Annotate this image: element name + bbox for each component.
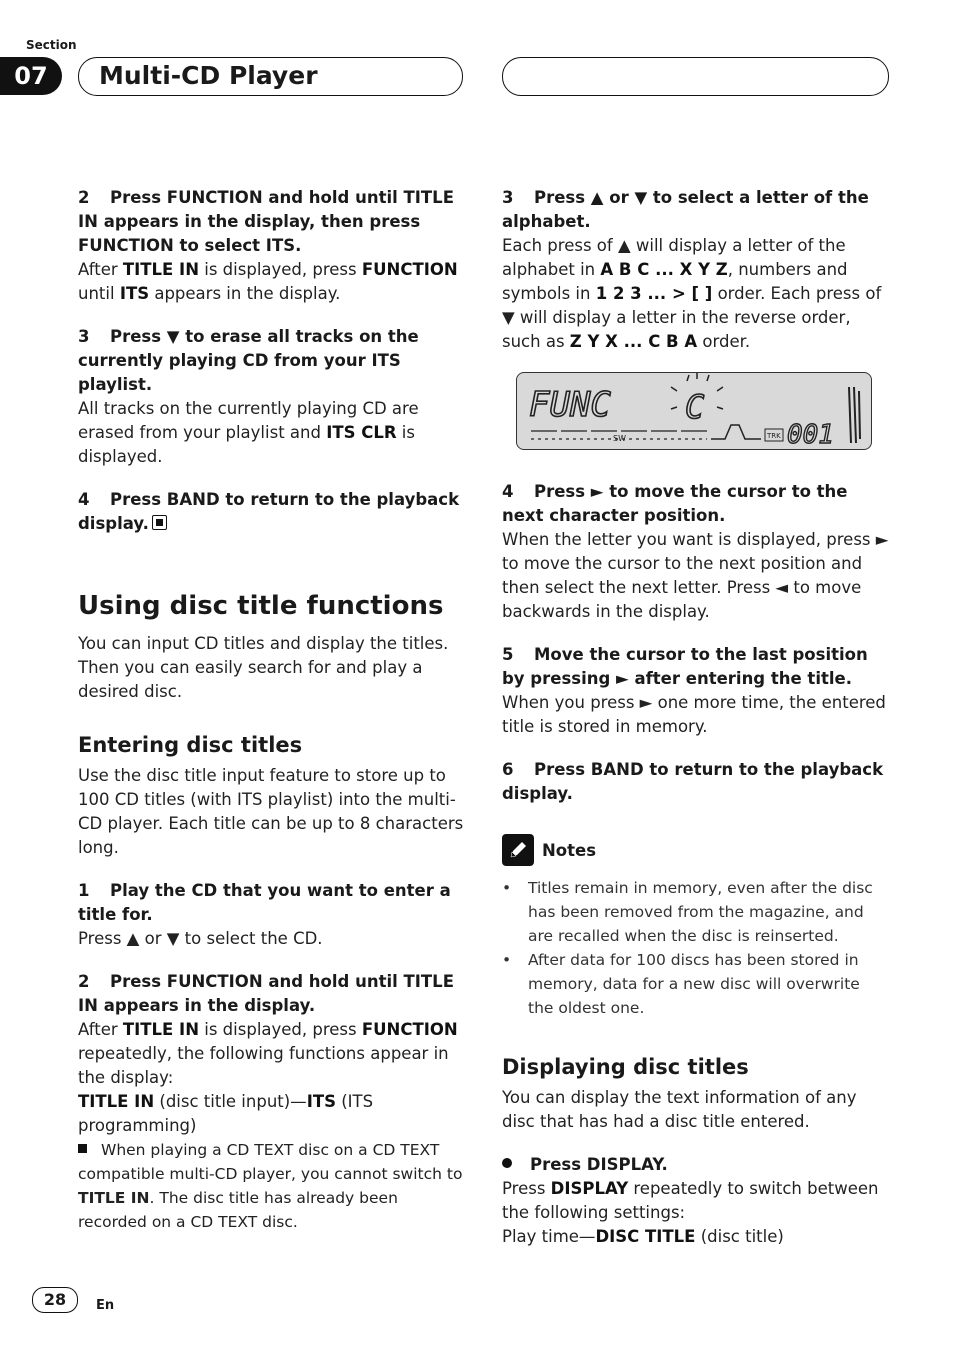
display-settings-text: Play time—DISC TITLE (disc title) (502, 1227, 784, 1246)
step-3-erase: 3 Press ▼ to erase all tracks on the currently playing CD from your ITS playlist. (78, 327, 419, 394)
step-5-text: When you press ► one more time, the entered title is stored in memory. (502, 693, 886, 736)
step-5-last-position: 5 Move the cursor to the last position by pressing ► after entering the title. (502, 645, 868, 688)
step-6-band: 6 Press BAND to return to the playback display. (502, 760, 884, 803)
press-display-step: Press DISPLAY. (502, 1153, 890, 1177)
lcd-wave-icon (711, 425, 761, 439)
pencil-note-icon (502, 834, 534, 866)
section-title: Multi-CD Player (99, 61, 318, 90)
heading-displaying-disc-titles: Displaying disc titles (502, 1055, 749, 1079)
step-4-move-cursor: 4 Press ► to move the cursor to the next character position. (502, 482, 848, 525)
lcd-main-text: FUNC (529, 385, 611, 425)
entering-step-2: 2 Press FUNCTION and hold until TITLE IN appears in the display. (78, 972, 454, 1015)
displaying-intro-text: You can display the text information of any disc that has had a disc title entered. (502, 1088, 857, 1131)
language-code: En (96, 1298, 115, 1313)
entering-step-1-text: Press ▲ or ▼ to select the CD. (78, 929, 323, 948)
round-bullet-icon (502, 1158, 512, 1168)
step-3-select-text: Each press of ▲ will display a letter of the alphabet in A B C ... X Y Z, numbers and symbols in 1 2 3 ... > [ ] order. Each press of ▼ will display a letter in the reverse order, such as Z Y X ... C B A order. (502, 236, 882, 351)
heading-entering-disc-titles: Entering disc titles (78, 733, 303, 757)
lcd-meter-bars (849, 387, 860, 443)
end-mark-icon (152, 515, 167, 530)
entering-step-2-text: After TITLE IN is displayed, press FUNCTION repeatedly, the following functions appear in the display: (78, 1020, 458, 1087)
step-2-functions: 2 Press FUNCTION and hold until TITLE IN appears in the display, then press FUNCTION to select ITS. (78, 188, 454, 255)
right-column (502, 186, 890, 1249)
notes-label: Notes (542, 840, 597, 860)
cd-text-note: When playing a CD TEXT disc on a CD TEXT compatible multi-CD player, you cannot switch to TITLE IN. The disc title has already been recorded on a CD TEXT disc. (78, 1141, 463, 1231)
using-intro-text: You can input CD titles and display the titles. Then you can easily search for and play a desired disc. (78, 634, 449, 701)
step-3-select-letter: 3 Press ▲ or ▼ to select a letter of the alphabet. (502, 188, 869, 231)
step-3-text: All tracks on the currently playing CD are erased from your playlist and ITS CLR is displayed. (78, 399, 419, 466)
entering-step-2-functions: TITLE IN (disc title input)—ITS (ITS programming) (78, 1092, 374, 1135)
note-item: • Titles remain in memory, even after the disc has been removed from the magazine, and are recalled when the disc is reinserted. (502, 876, 890, 948)
lcd-cursor-char: C (685, 388, 705, 426)
notes-list (502, 876, 890, 1020)
section-label: Section (26, 38, 77, 52)
section-number: 07 (0, 57, 62, 95)
left-column (78, 186, 466, 1234)
step-2-text: After TITLE IN is displayed, press FUNCTION until ITS appears in the display. (78, 260, 458, 303)
lcd-track-number: 001 (787, 420, 834, 449)
entering-intro-text: Use the disc title input feature to store up to 100 CD titles (with ITS playlist) into the multi-CD player. Each title can be up to 8 characters long. (78, 766, 464, 857)
entering-step-1: 1 Play the CD that you want to enter a title for. (78, 881, 451, 924)
notes-header (502, 834, 890, 866)
step-4-move-text: When the letter you want is displayed, press ► to move the cursor to the next position and then select the next letter. Press ◄ to move backwards in the display. (502, 530, 889, 621)
page-number: 28 (32, 1287, 78, 1313)
step-4-band: 4 Press BAND to return to the playback display. (78, 490, 460, 533)
note-item: • After data for 100 discs has been stored in memory, data for a new disc will overwrite the oldest one. (502, 948, 890, 1020)
section-title-box (78, 57, 463, 96)
lcd-trk-label: TRK (767, 432, 781, 440)
square-bullet-icon (78, 1144, 87, 1153)
lcd-sw-label: SW (613, 434, 626, 443)
press-display-text: Press DISPLAY repeatedly to switch between the following settings: (502, 1179, 879, 1222)
lcd-display-illustration (516, 372, 872, 450)
lcd-svg (517, 373, 871, 449)
header-right-box (502, 57, 889, 96)
heading-using-disc-title: Using disc title functions (78, 591, 444, 621)
